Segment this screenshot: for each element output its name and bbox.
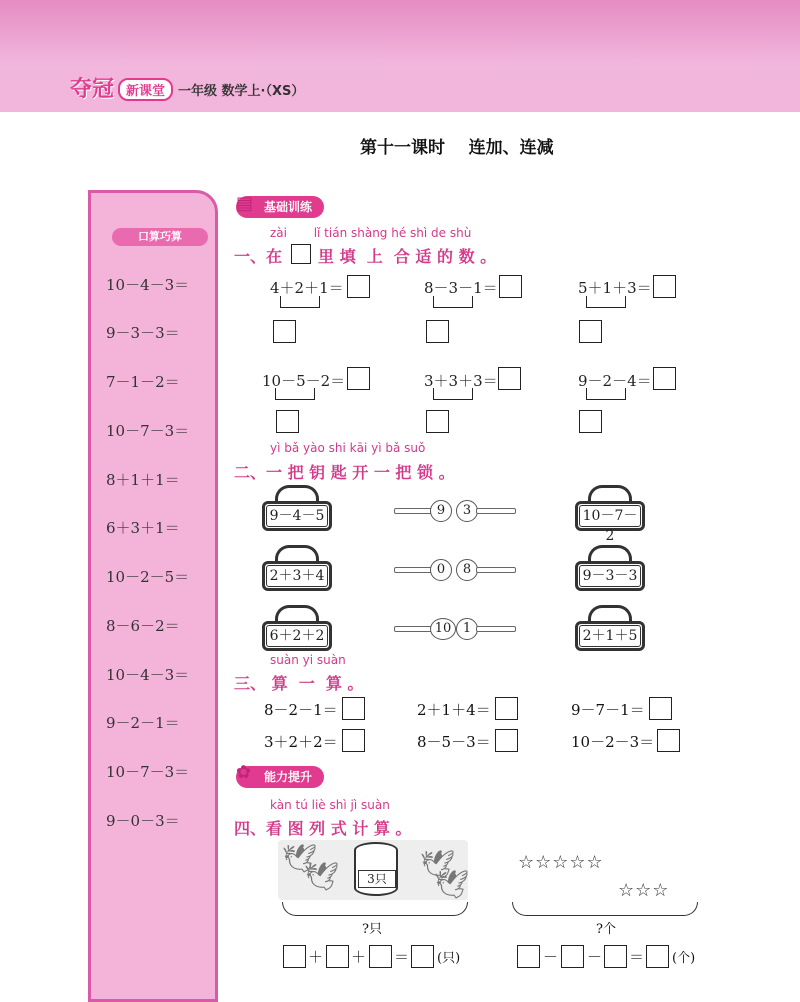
plus-sign: ＋: [351, 948, 367, 966]
bracket: [586, 388, 626, 400]
sidebar-item: 10－4－3＝: [106, 276, 190, 294]
q1-title-box: [291, 244, 311, 264]
answer-box[interactable]: [273, 320, 296, 343]
lock-label: 10－7－2: [579, 505, 641, 527]
answer-box[interactable]: [657, 729, 680, 752]
lock[interactable]: [262, 485, 336, 531]
key[interactable]: [394, 559, 460, 581]
unit-right: (个): [672, 951, 696, 966]
answer-box[interactable]: [579, 410, 602, 433]
lock[interactable]: [575, 605, 649, 651]
answer-box[interactable]: [347, 275, 370, 298]
sidebar-item: 10－7－3＝: [106, 763, 190, 781]
sidebar-item: 7－1－2＝: [106, 373, 180, 391]
answer-box[interactable]: [646, 945, 669, 968]
lock[interactable]: [262, 605, 336, 651]
bracket: [280, 296, 320, 308]
key[interactable]: [456, 500, 522, 522]
answer-box[interactable]: [649, 697, 672, 720]
sidebar-item: 10－7－3＝: [106, 422, 190, 440]
q1-equation: 8－3－1＝: [424, 279, 498, 297]
section-badge-ability: 能力提升: [236, 766, 324, 788]
answer-box[interactable]: [499, 275, 522, 298]
key[interactable]: [456, 618, 522, 640]
answer-box[interactable]: [561, 945, 584, 968]
q2-title: 二、一 把 钥 匙 开 一 把 锁 。: [234, 463, 455, 482]
answer-box[interactable]: [342, 729, 365, 752]
key-label: 10: [430, 618, 456, 640]
unit-left: (只): [437, 951, 461, 966]
q3-equation: 3＋2＋2＝: [264, 733, 338, 751]
equals-sign: ＝: [394, 948, 410, 966]
bird-icon: 🕊: [282, 842, 318, 875]
mental-math-sidebar: [88, 190, 218, 1002]
key-shaft: [476, 626, 516, 632]
key-label: 0: [430, 559, 452, 581]
bird-icon: 🕊: [420, 848, 456, 881]
q3-equation: 8－2－1＝: [264, 701, 338, 719]
q4-pinyin: kàn tú liè shì jì suàn: [270, 798, 390, 812]
q1-pinyin: zài lǐ tián shàng hé shì de shù: [270, 226, 472, 240]
key[interactable]: [394, 500, 460, 522]
bracket: [275, 388, 315, 400]
lock-label: 9－4－5: [266, 505, 328, 527]
answer-box[interactable]: [326, 945, 349, 968]
sidebar-item: 10－4－3＝: [106, 666, 190, 684]
lock[interactable]: [575, 485, 649, 544]
answer-box[interactable]: [517, 945, 540, 968]
q1-equation: 5＋1＋3＝: [578, 279, 652, 297]
brand-subtitle: 新课堂: [118, 78, 173, 101]
answer-box[interactable]: [276, 410, 299, 433]
q1-title-start: 一、在: [234, 247, 283, 266]
answer-box[interactable]: [342, 697, 365, 720]
key-shaft: [394, 567, 434, 573]
lock-label: 2＋1＋5: [579, 625, 641, 647]
answer-box[interactable]: [498, 367, 521, 390]
answer-box[interactable]: [426, 320, 449, 343]
answer-box[interactable]: [347, 367, 370, 390]
answer-box[interactable]: [604, 945, 627, 968]
answer-box[interactable]: [426, 410, 449, 433]
answer-box[interactable]: [411, 945, 434, 968]
stars-bottom: ☆☆☆: [618, 880, 670, 901]
key-shaft: [394, 508, 434, 514]
key-label: 3: [456, 500, 478, 522]
key[interactable]: [394, 618, 460, 640]
book-icon: ▤: [236, 193, 254, 214]
key[interactable]: [456, 559, 522, 581]
lesson-title: 第十一课时 连加、连减: [360, 138, 554, 158]
bird-icon: 🕊: [304, 860, 340, 893]
plus-sign: ＋: [308, 948, 324, 966]
sidebar-item: 9－2－1＝: [106, 714, 180, 732]
lock-label: 9－3－3: [579, 565, 641, 587]
q3-equation: 8－5－3＝: [417, 733, 491, 751]
bird-icon: 🕊: [434, 868, 470, 901]
q3-equation: 10－2－3＝: [571, 733, 655, 751]
answer-box[interactable]: [369, 945, 392, 968]
bracket: [586, 296, 626, 308]
key-label: 8: [456, 559, 478, 581]
q1-equation: 3＋3＋3＝: [424, 372, 498, 390]
equals-sign: ＝: [629, 948, 645, 966]
answer-box[interactable]: [653, 275, 676, 298]
key-shaft: [394, 626, 434, 632]
key-label: 9: [430, 500, 452, 522]
lock[interactable]: [262, 545, 336, 591]
q2-pinyin: yì bǎ yào shi kāi yì bǎ suǒ: [270, 441, 426, 455]
answer-box[interactable]: [653, 367, 676, 390]
lock-label: 2＋3＋4: [266, 565, 328, 587]
answer-box[interactable]: [283, 945, 306, 968]
q3-equation: 9－7－1＝: [571, 701, 645, 719]
q1-equation: 4＋2＋1＝: [270, 279, 344, 297]
q1-title-end: 里 填 上 合 适 的 数 。: [318, 247, 497, 266]
sidebar-item: 9－3－3＝: [106, 324, 180, 342]
key-shaft: [476, 567, 516, 573]
sidebar-item: 9－0－3＝: [106, 812, 180, 830]
answer-box[interactable]: [579, 320, 602, 343]
q3-equation: 2＋1＋4＝: [417, 701, 491, 719]
section-badge-basic: 基础训练: [236, 196, 324, 218]
cage-label: 3只: [358, 870, 396, 888]
q3-title: 三、 算 一 算 。: [234, 674, 364, 693]
sidebar-item: 6＋3＋1＝: [106, 519, 180, 537]
answer-box[interactable]: [495, 697, 518, 720]
brace-right: [512, 902, 698, 916]
q3-pinyin: suàn yi suàn: [270, 653, 346, 667]
grade-label: 一年级 数学上·（XS）: [178, 84, 305, 99]
right-question: ?个: [596, 922, 616, 937]
left-question: ?只: [362, 922, 382, 937]
bracket: [433, 388, 473, 400]
sidebar-item: 8－6－2＝: [106, 617, 180, 635]
q4-title: 四、看 图 列 式 计 算 。: [234, 819, 412, 838]
brace-left: [282, 902, 468, 916]
minus-sign: －: [543, 948, 559, 966]
sidebar-item: 8＋1＋1＝: [106, 471, 180, 489]
q1-equation: 9－2－4＝: [578, 372, 652, 390]
lock-label: 6＋2＋2: [266, 625, 328, 647]
sidebar-title: 口算巧算: [112, 228, 208, 246]
minus-sign: －: [587, 948, 603, 966]
brand-logo: 夺冠: [70, 77, 115, 102]
sidebar-item: 10－2－5＝: [106, 568, 190, 586]
gift-icon: ✿: [236, 762, 252, 783]
stars-top: ☆☆☆☆☆: [518, 852, 604, 873]
lock[interactable]: [575, 545, 649, 591]
key-label: 1: [456, 618, 478, 640]
q1-equation: 10－5－2＝: [262, 372, 346, 390]
bracket: [433, 296, 473, 308]
key-shaft: [476, 508, 516, 514]
answer-box[interactable]: [495, 729, 518, 752]
